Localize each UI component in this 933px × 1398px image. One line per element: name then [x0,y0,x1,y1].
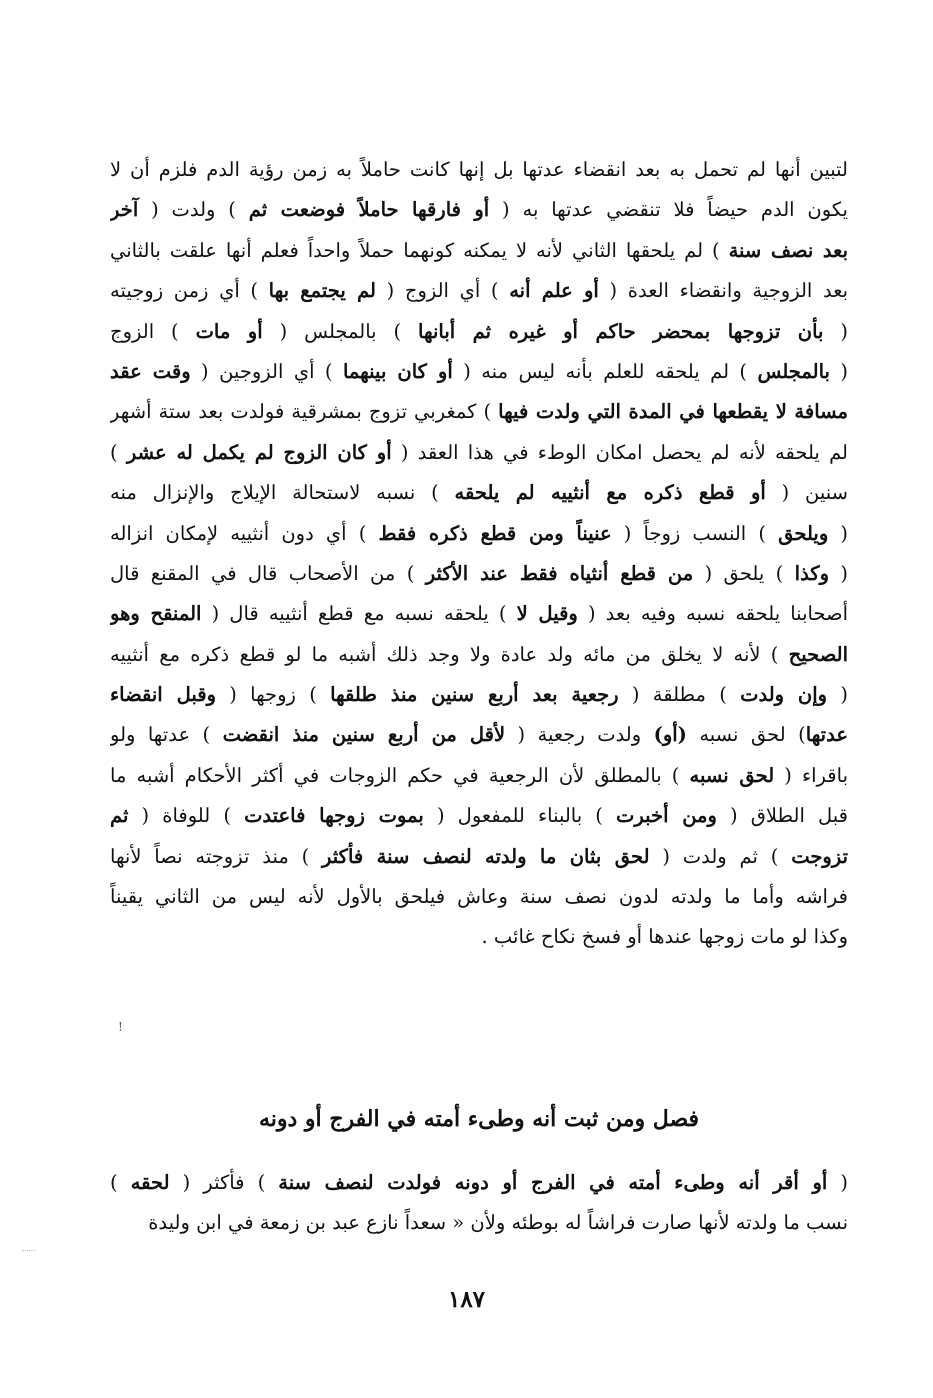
sharh-text: ) يلحق ( [693,561,795,585]
body-line [110,514,848,554]
section-line [110,1203,848,1243]
margin-mark: ! [118,1020,123,1034]
sharh-text: ( [827,683,848,707]
sharh-text: لتبين أنها لم تحمل به بعد انقضاء عدتها بل إنها كانت حاملاً به زمن رؤية الدم فلزم أن لا [110,158,848,181]
matn-text: الصحيح [788,642,848,666]
body-line [110,675,848,715]
sharh-text: ) أي دون أنثييه لإمكان انزاله [110,521,379,545]
sharh-text: ( [827,1171,848,1194]
sharh-text: ) لم يلحقه للعلم بأنه ليس منه ( [452,359,758,383]
body-line [110,756,848,796]
sharh-text: ( [823,319,848,343]
sharh-text: ) للوفاة ( [128,804,245,828]
matn-text: وقبل انقضاء [110,683,216,707]
body-line [110,594,848,634]
sharh-text: ) النسب زوجاً ( [611,521,779,545]
matn-text: لم يجتمع بها [268,279,376,303]
sharh-text: بعد الزوجية وانقضاء العدة ( [598,279,848,303]
section-line [110,1163,848,1203]
sharh-text: ) فأكثر ( [169,1171,279,1194]
sharh-text: ) الزوج [110,319,196,343]
sharh-text: وكذا لو مات زوجها عندها أو فسخ نكاح غائب . [481,925,848,949]
section-body-text [110,1163,848,1244]
sharh-text: ) نسبه لاستحالة الإيلاج والإنزال منه [110,481,455,505]
matn-text: أو كان بينهما [342,359,453,383]
sharh-text: سنين ( [765,481,848,505]
sharh-text: ) بالمجلس ( [262,319,419,343]
matn-text: المنقح وهو [110,602,202,626]
sharh-text: ) مطلقة ( [618,683,741,707]
sharh-text: قبل الطلاق ( [716,804,848,828]
matn-text: (أو) [653,723,687,747]
matn-text: ثم [110,804,129,828]
body-line [110,554,848,594]
body-line [110,312,848,352]
sharh-text: ( [829,561,848,585]
matn-text: أو أقر أنه وطىء أمته في الفرج أو دونه فولدت لنصف سنة [278,1171,828,1194]
sharh-text: ) [110,1171,131,1194]
matn-text: رجعية بعد أربع سنين منذ طلقها [330,683,619,707]
matn-text: ومن أخبرت [616,804,717,828]
sharh-text: أصحابنا يلحقه نسبه وفيه بعد ( [577,602,848,626]
matn-text: أو علم أنه [509,279,599,303]
section-heading: فصل ومن ثبت أنه وطىء أمته في الفرج أو دونه [258,1106,700,1132]
sharh-text: ) ثم ولدت ( [649,844,792,868]
matn-text: لحق بثان ما ولدته لنصف سنة فأكثر [322,844,650,868]
matn-text: تزوجت [791,844,848,868]
matn-text: من قطع أنثياه فقط عند الأكثر [425,561,694,585]
body-line [110,796,848,836]
matn-text: آخر [110,198,139,222]
sharh-text: ) أي زمن زوجيته [110,279,269,303]
matn-text: أو فارقها حاملاً فوضعت ثم [248,198,490,222]
matn-text: وقيل لا [516,602,578,626]
sharh-text: ) من الأصحاب قال في المقنع قال [110,561,426,585]
sharh-text: ( [829,359,848,383]
sharh-text: فراشه وأما ما ولدته لدون نصف سنة وعاش فيلحق بالأول لأنه ليس من الثاني يقيناً [110,885,848,909]
body-line [110,190,848,230]
matn-text: عدتها [805,723,848,747]
body-line [110,715,848,755]
body-line [110,271,848,311]
matn-text: وإن ولدت [740,683,828,707]
page-body-text [110,150,848,958]
body-line [110,231,848,271]
sharh-text: ( [828,521,848,545]
sharh-text: ) زوجها ( [215,683,331,707]
matn-text: لحق نسبه [689,763,775,787]
sharh-text: ) أي الزوج ( [375,279,510,303]
matn-text: وكذا [794,561,830,585]
sharh-text: يكون الدم حيضاً فلا تنقضي عدتها به ( [489,198,848,222]
scan-speck [22,1250,36,1257]
sharh-text: ) أي الزوجين ( [190,359,343,383]
sharh-text: ) منذ تزوجته نصاً لأنها [110,844,323,868]
sharh-text: ولدت رجعية ( [505,723,654,747]
matn-text: لحقه [130,1171,170,1194]
matn-text: بعد نصف سنة [728,238,848,262]
sharh-text: ) يلحقه نسبه مع قطع أنثييه قال ( [201,602,517,626]
page-number: ١٨٧ [447,1286,486,1313]
matn-text: عنيناً ومن قطع ذكره فقط [378,521,612,545]
matn-text: ويلحق [778,521,829,545]
sharh-text: ) لأنه لا يخلق من مائه ولد عادة ولا وجد ذلك أشبه ما لو قطع ذكره مع أنثييه [110,642,789,666]
matn-text: مسافة لا يقطعها في المدة التي ولدت فيها [498,400,848,424]
body-line [110,635,848,675]
body-line [110,392,848,432]
matn-text: أو قطع ذكره مع أنثييه لم يلحقه [454,481,766,505]
matn-text: وقت عقد [110,359,191,383]
matn-text: بموت زوجها فاعتدت [244,804,424,828]
body-line [110,473,848,513]
sharh-text: ) بالبناء للمفعول ( [423,804,617,828]
sharh-text: ) لم يلحقها الثاني لأنه لا يمكنه كونهما حملاً واحداً فعلم أنها علقت بالثاني [110,238,729,262]
matn-text: أو مات [195,319,263,343]
sharh-text: ) ولدت ( [138,198,249,222]
sharh-text: ) بالمطلق لأن الرجعية في حكم الزوجات في أكثر الأحكام أشبه ما [110,763,690,787]
matn-text: بالمجلس [757,359,830,383]
matn-text: بأن تزوجها بمحضر حاكم أو غيره ثم أبانها [418,319,824,343]
sharh-text: ) عدتها ولو [110,723,223,747]
sharh-text: ) كمغربي تزوج بمشرقية فولدت بعد ستة أشهر [110,400,499,424]
body-line [110,433,848,473]
sharh-text: نسب ما ولدته لأنها صارت فراشاً له بوطئه ولأن « سعداً نازع عبد بن زمعة في ابن وليدة [148,1211,848,1235]
body-line [110,917,848,957]
sharh-text: ) [110,440,127,464]
body-line [110,150,848,190]
matn-text: لأقل من أربع سنين منذ انقضت [222,723,506,747]
matn-text: أو كان الزوج لم يكمل له عشر [126,440,392,464]
sharh-text: ) لحق نسبه [686,723,806,747]
sharh-text: باقراء ( [774,763,848,787]
body-line [110,352,848,392]
body-line [110,837,848,877]
body-line [110,877,848,917]
sharh-text: لم يلحقه لأنه لم يحصل امكان الوطء في هذا العقد ( [391,440,848,464]
